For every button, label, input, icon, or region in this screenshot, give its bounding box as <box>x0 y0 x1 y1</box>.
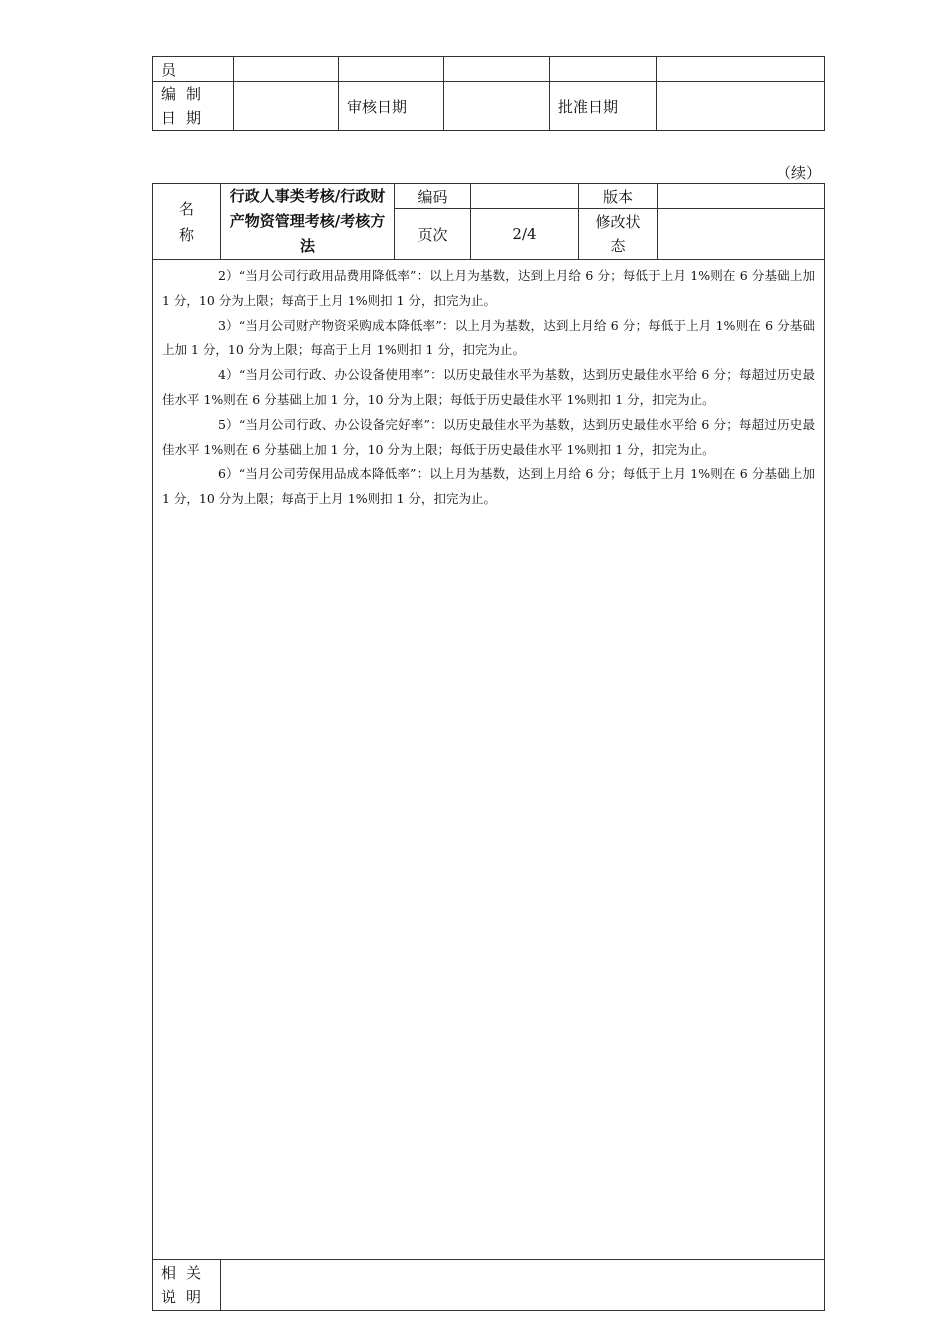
signoff-cell <box>550 57 657 82</box>
code-value[interactable] <box>471 184 579 209</box>
review-date-field[interactable] <box>444 82 550 131</box>
approve-date-field[interactable] <box>657 82 825 131</box>
paragraph: 5）“当月公司行政、办公设备完好率”：以历史最佳水平为基数，达到历史最佳水平给 6 分；每超过历史最佳水平 1%则在 6 分基础上加 1 分，10 分为上限；每低于历史最佳水平 1%则扣 1 分，扣完为止。 <box>162 416 815 457</box>
page-value: 2/4 <box>471 209 579 260</box>
name-value: 行政人事类考核/行政财产物资管理考核/考核方法 <box>221 184 395 260</box>
review-date-label: 审核日期 <box>339 82 444 131</box>
signoff-cell <box>339 57 444 82</box>
content-row <box>153 260 825 1260</box>
paragraph: 6）“当月公司劳保用品成本降低率”：以上月为基数，达到上月给 6 分；每低于上月 1%则在 6 分基础上加 1 分，10 分为上限；每高于上月 1%则扣 1 分，扣完为止。 <box>162 466 815 507</box>
code-label: 编码 <box>395 184 471 209</box>
signoff-table <box>152 56 825 131</box>
content-body <box>153 260 825 1260</box>
paragraph: 4）“当月公司行政、办公设备使用率”：以历史最佳水平为基数，达到历史最佳水平给 6 分；每超过历史最佳水平 1%则在 6 分基础上加 1 分，10 分为上限；每低于历史最佳水平 1%则扣 1 分，扣完为止。 <box>162 367 815 407</box>
paragraph: 2）“当月公司行政用品费用降低率”：以上月为基数，达到上月给 6 分；每低于上月 1%则在 6 分基础上加 1 分，10 分为上限；每高于上月 1%则扣 1 分，扣完为止。 <box>162 268 815 308</box>
related-value[interactable] <box>221 1260 825 1311</box>
signoff-cell <box>657 57 825 82</box>
related-label: 相关说明 <box>153 1260 221 1311</box>
signoff-cell <box>444 57 550 82</box>
compile-date-label: 编制日期 <box>153 82 234 131</box>
signoff-row-1 <box>153 57 825 82</box>
page-label: 页次 <box>395 209 471 260</box>
name-label-text: 名称 <box>179 199 197 244</box>
signoff-row1-label: 员 <box>153 57 234 82</box>
paragraph: 3）“当月公司财产物资采购成本降低率”：以上月为基数，达到上月给 6 分；每低于上月 1%则在 6 分基础上加 1 分，10 分为上限；每高于上月 1%则扣 1 分，扣完为止。 <box>162 317 815 358</box>
version-label: 版本 <box>579 184 658 209</box>
related-row <box>153 1260 825 1311</box>
revision-value[interactable] <box>658 209 825 260</box>
header-row-1 <box>153 184 825 209</box>
compile-date-field[interactable] <box>234 82 339 131</box>
revision-label <box>579 209 658 260</box>
form-table <box>152 183 825 1311</box>
name-label <box>153 184 221 260</box>
continued-label: （续） <box>776 164 822 182</box>
signoff-cell <box>234 57 339 82</box>
approve-date-label: 批准日期 <box>550 82 657 131</box>
version-value[interactable] <box>658 184 825 209</box>
signoff-row-2 <box>153 82 825 131</box>
revision-label-text: 修改状态 <box>595 213 641 255</box>
